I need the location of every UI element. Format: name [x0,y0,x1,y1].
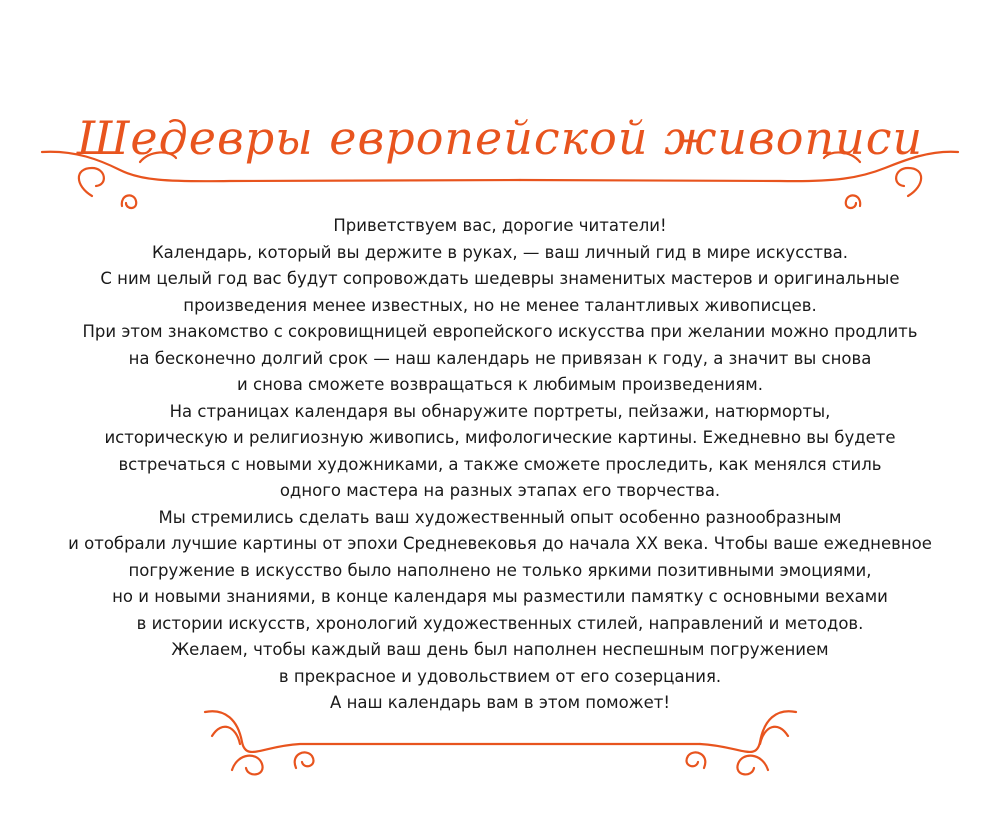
intro-text-line: на бесконечно долгий срок — наш календарь не привязан к году, а значит вы снова [128,348,872,368]
intro-text-line: Желаем, чтобы каждый ваш день был наполнен неспешным погружением [171,640,829,659]
intro-text-line: С ним целый год вас будут сопровождать шедевры знаменитых мастеров и оригинальные [100,269,900,288]
intro-text-line: Приветствуем вас, дорогие читатели! [333,216,667,235]
intro-text-line: но и новыми знаниями, в конце календаря мы разместили памятку с основными вехами [112,587,888,606]
intro-text-line: При этом знакомство с сокровищницей европейского искусства при желании можно продлить [82,322,918,341]
intro-text-line: произведения менее известных, но не менее талантливых живописцев. [183,295,817,315]
intro-text-line: погружение в искусство было наполнено не только яркими позитивными эмоциями, [128,560,872,580]
intro-text-line: историческую и религиозную живопись, мифологические картины. Ежедневно вы будете [104,428,896,447]
intro-text-line: встречаться с новыми художниками, а также сможете проследить, как менялся стиль [118,454,882,474]
intro-text-line: Мы стремились сделать ваш художественный опыт особенно разнообразным [158,507,842,527]
intro-text-line: и снова сможете возвращаться к любимым произведениям. [237,375,763,394]
intro-text-line: одного мастера на разных этапах его творчества. [279,481,721,500]
intro-text [40,213,960,717]
intro-text-line: и отобрали лучшие картины от эпохи Средневековья до начала XX века. Чтобы ваше ежедневное [68,534,932,553]
page-title: Шедевры европейской живописи [76,111,924,165]
intro-text-line: Календарь, который вы держите в руках, — ваш личный гид в мире искусства. [151,242,849,262]
intro-text-line: в прекрасное и удовольствием от его созерцания. [278,666,722,686]
intro-text-line: в истории искусств, хронологий художественных стилей, направлений и методов. [136,613,864,633]
intro-text-line: На страницах календаря вы обнаружите портреты, пейзажи, натюрморты, [169,401,831,421]
intro-text-line: А наш календарь вам в этом поможет! [330,693,670,712]
